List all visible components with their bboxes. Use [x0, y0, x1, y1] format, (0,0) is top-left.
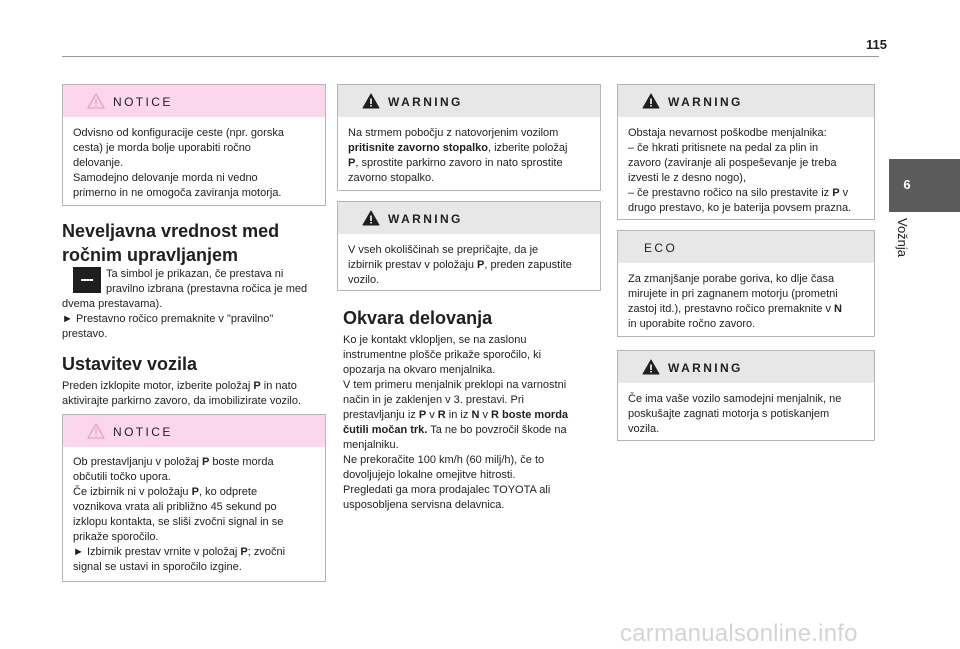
heading-line: Neveljavna vrednost med: [62, 221, 280, 241]
text-line: mirujete in pri zagnanem motorju (prometni: [628, 288, 838, 300]
invalid-para-top: [106, 267, 336, 297]
eco-body: [618, 263, 874, 340]
text-line: Pregledati ga mora prodajalec TOYOTA ali: [343, 484, 551, 496]
top-rule: [62, 56, 879, 57]
warning-triangle-icon: [87, 423, 105, 439]
notice-body: [63, 117, 325, 209]
warning-header: [338, 202, 600, 234]
text-line: V tem primeru menjalnik preklopi na varnostni: [343, 379, 567, 391]
text-line: prestavo.: [62, 328, 108, 340]
text-line: Za zmanjšanje porabe goriva, ko dlje časa: [628, 273, 835, 285]
text-line: Če ima vaše vozilo samodejni menjalnik, ne: [628, 393, 842, 405]
warning-header: [338, 85, 600, 117]
text-line: Preden izklopite motor, izberite položaj P in nato: [62, 380, 297, 392]
notice-title: NOTICE: [113, 95, 173, 109]
text-line: pravilno izbrana (prestavna ročica je med: [106, 283, 308, 295]
text-line: drugo prestavo, ko je baterija povsem prazna.: [628, 202, 852, 214]
chapter-label: [893, 218, 913, 298]
text-line: usposobljena servisna delavnica.: [343, 499, 505, 511]
text-line: delovanje.: [73, 157, 124, 169]
text-line: dvema prestavama).: [62, 298, 163, 310]
warning-body: [618, 383, 874, 445]
heading-line: ročnim upravljanjem: [62, 245, 239, 265]
watermark: carmanualsonline.info: [620, 620, 858, 647]
warning-header: [618, 85, 874, 117]
text-line: Ob prestavljanju v položaj P boste morda: [73, 456, 274, 468]
warning-box-slope: [337, 84, 601, 191]
text-line: opozarja na okvaro menjalnika.: [343, 364, 496, 376]
text-line: aktivirajte parkirno zavoro, da imobilizirate vozilo.: [62, 395, 302, 407]
text-line: – če prestavno ročico na silo prestavite iz P v: [628, 187, 849, 199]
chapter-number: 6: [903, 177, 911, 192]
warning-triangle-icon: [362, 210, 380, 226]
heading-malfunction: Okvara delovanja: [343, 308, 493, 328]
warning-box-damage: [617, 84, 875, 220]
text-line: občutili točko upora.: [73, 471, 171, 483]
warning-triangle-icon: [87, 93, 105, 109]
text-line: čutili močan trk. Ta ne bo povzročil škode na: [343, 424, 567, 436]
text-line: vozilo.: [348, 274, 380, 286]
text-line: prestavljanju iz P v R in iz N v R boste morda: [343, 409, 569, 421]
text-line: Ko je kontakt vklopljen, se na zaslonu: [343, 334, 527, 346]
heading-stopping: Ustavitev vozila: [62, 354, 198, 374]
text-line: vozila.: [628, 423, 660, 435]
text-line: Obstaja nevarnost poškodbe menjalnika:: [628, 127, 827, 139]
text-line: Samodejno delovanje morda ni vedno: [73, 172, 258, 184]
notice-box-park: [62, 414, 326, 582]
text-line: ► Prestavno ročico premaknite v "pravilno": [62, 313, 274, 325]
page-number: 115: [866, 37, 887, 52]
text-line: instrumentne plošče prikaže sporočilo, ki: [343, 349, 542, 361]
warning-body: [338, 117, 600, 194]
text-line: in uporabite ročno zavoro.: [628, 318, 756, 330]
invalid-para-bottom: [62, 297, 332, 342]
text-line: V vseh okoliščinah se prepričajte, da je: [348, 244, 539, 256]
text-line: zastoj itd.), prestavno ročico premaknite v N: [628, 303, 842, 315]
warning-title: WARNING: [668, 95, 743, 109]
text-line: prikaže sporočilo.: [73, 531, 159, 543]
text-line: Če izbirnik ni v položaju P, ko odprete: [73, 486, 258, 498]
text-line: dovoljujejo lokalne omejitve hitrosti.: [343, 469, 516, 481]
text-line: izvesti le z desno nogo),: [628, 172, 747, 184]
text-line: – če hkrati pritisnete na pedal za plin in: [628, 142, 819, 154]
chapter-tab[interactable]: [889, 159, 960, 212]
text-line: cesta) je morda bolje uporabiti ročno: [73, 142, 251, 154]
notice-title: NOTICE: [113, 425, 173, 439]
text-line: poskušajte zagnati motorja s potiskanjem: [628, 408, 830, 420]
notice-header: [63, 415, 325, 447]
warning-body: [618, 117, 874, 224]
text-line: P, sprostite parkirno zavoro in nato sprostite: [348, 157, 563, 169]
warning-header: [618, 351, 874, 383]
text-line: izklopu kontakta, se sliši zvočni signal in se: [73, 516, 284, 528]
text-line: ► Izbirnik prestav vrnite v položaj P; zvočni: [73, 546, 286, 558]
chapter-label-text: Vožnja: [895, 218, 910, 258]
text-line: voznikova vrata ali približno 45 sekund po: [73, 501, 277, 513]
heading-invalid-value: [62, 220, 279, 266]
eco-header: [618, 231, 874, 263]
warning-triangle-icon: [642, 93, 660, 109]
text-line: menjalniku.: [343, 439, 399, 451]
text-line: Odvisno od konfiguracije ceste (npr. gorska: [73, 127, 284, 139]
warning-title: WARNING: [388, 212, 463, 226]
notice-box-configuration: [62, 84, 326, 206]
text-line: Na strmem pobočju z natovorjenim vozilom: [348, 127, 559, 139]
invalid-gear-icon: [73, 267, 101, 293]
warning-box-leaving: [337, 201, 601, 291]
warning-triangle-icon: [642, 359, 660, 375]
eco-box: [617, 230, 875, 337]
warning-title: WARNING: [388, 95, 463, 109]
text-line: signal se ustavi in sporočilo izgine.: [73, 561, 242, 573]
text-line: pritisnite zavorno stopalko, izberite položaj: [348, 142, 568, 154]
text-line: zavorno stopalko.: [348, 172, 435, 184]
text-line: Ta simbol je prikazan, če prestava ni: [106, 268, 284, 280]
malfunction-para: [343, 333, 603, 513]
warning-box-push-start: [617, 350, 875, 441]
stop-para: [62, 379, 332, 409]
warning-title: WARNING: [668, 361, 743, 375]
notice-header: [63, 85, 325, 117]
text-line: primerno in ne omogoča zaviranja motorja.: [73, 187, 282, 199]
eco-title: ECO: [644, 241, 678, 255]
warning-triangle-icon: [362, 93, 380, 109]
text-line: zavoro (zaviranje ali pospeševanje je treba: [628, 157, 837, 169]
text-line: Ne prekoračite 100 km/h (60 milj/h), če to: [343, 454, 545, 466]
text-line: način in je zaklenjen v 3. prestavi. Pri: [343, 394, 524, 406]
text-line: izbirnik prestav v položaju P, preden zapustite: [348, 259, 572, 271]
notice-body: [63, 447, 325, 583]
warning-body: [338, 234, 600, 296]
